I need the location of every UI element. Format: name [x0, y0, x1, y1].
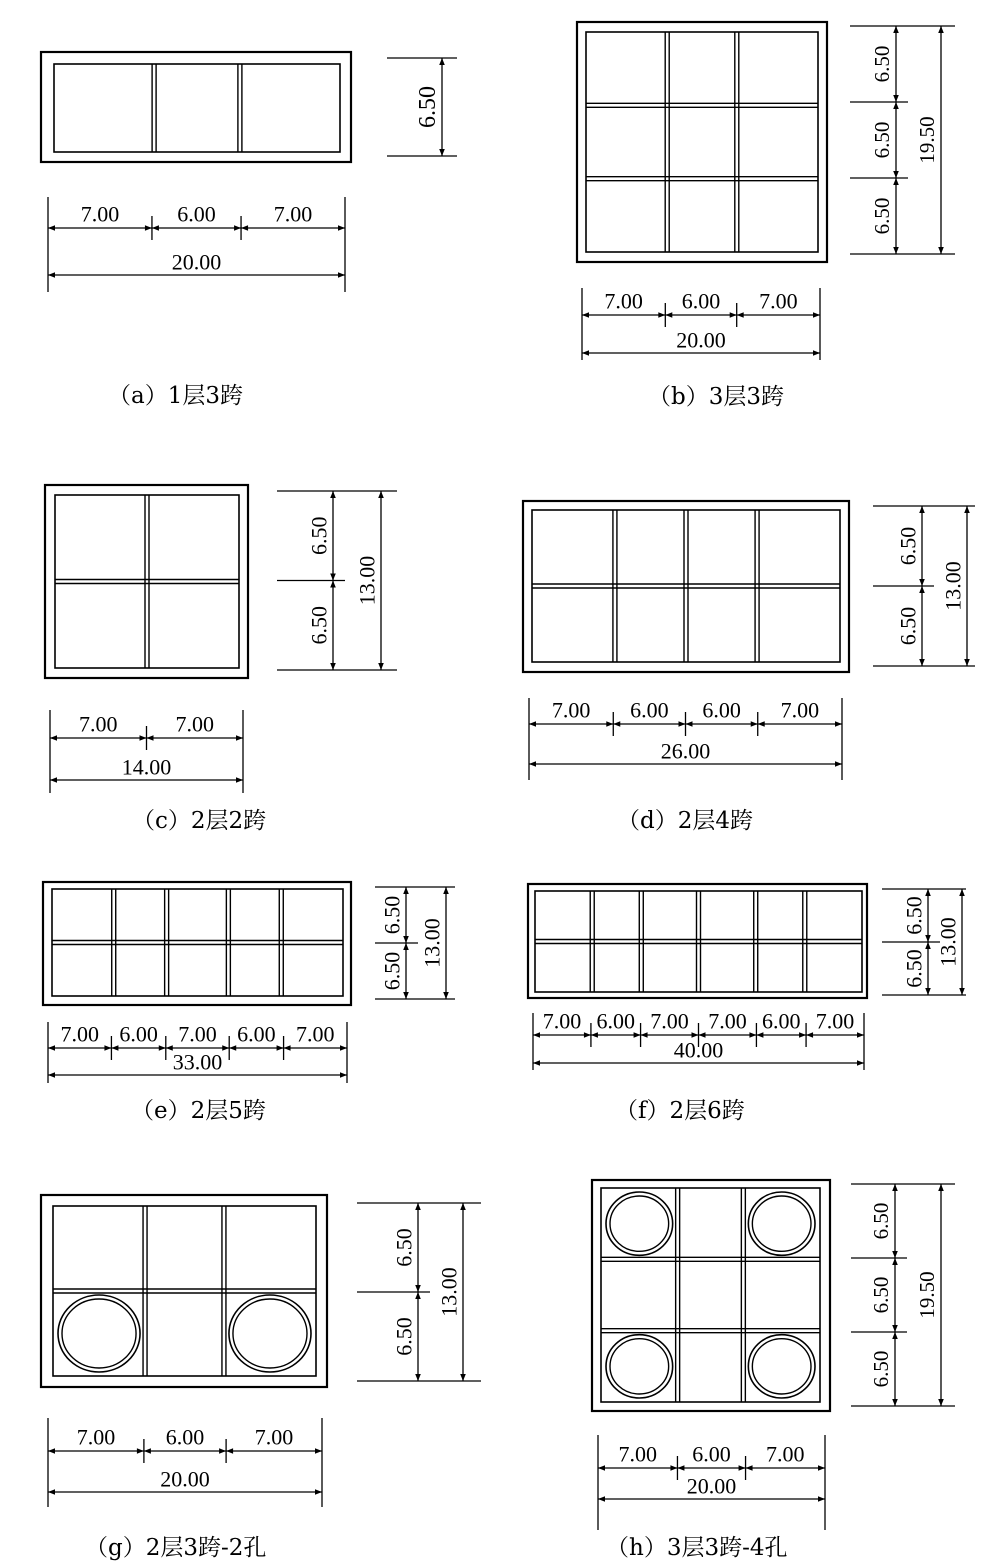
- span-dimension-label: 7.00: [759, 288, 798, 314]
- span-dimension-label: 6.00: [177, 201, 216, 227]
- layer-dimension-label: 6.50: [391, 1228, 417, 1267]
- total-width-label: 14.00: [121, 754, 172, 780]
- total-height-label: 13.00: [935, 917, 961, 967]
- total-width-label: 40.00: [673, 1037, 724, 1063]
- total-height-label: 19.50: [915, 116, 939, 164]
- layer-dimension-label: 6.50: [379, 951, 405, 991]
- outer-wall: [41, 52, 351, 162]
- span-dimension-label: 6.00: [692, 1441, 731, 1467]
- outer-wall: [41, 1195, 327, 1387]
- caption-g: （g）2层3跨-2孔: [85, 1535, 267, 1561]
- outer-wall: [592, 1180, 830, 1411]
- layer-dimension-label: 6.50: [869, 1276, 893, 1314]
- span-dimension-label: 7.00: [618, 1441, 657, 1467]
- outer-wall: [45, 485, 248, 678]
- caption-e: （e）2层5跨: [131, 1098, 266, 1124]
- span-dimension-label: 7.00: [766, 1441, 805, 1467]
- caption-b: （b）3层3跨: [648, 384, 784, 410]
- caption-c: （c）2层2跨: [132, 808, 267, 834]
- diagram-a: [41, 52, 457, 292]
- total-height-label: 13.00: [940, 561, 966, 611]
- layer-dimension-label: 6.50: [870, 45, 894, 83]
- span-dimension-label: 7.00: [604, 288, 643, 314]
- span-dimension-label: 7.00: [542, 1008, 582, 1034]
- layer-dimension-label: 6.50: [306, 516, 332, 555]
- total-height-label: 19.50: [915, 1271, 939, 1319]
- layer-dimension-label: 6.50: [901, 949, 927, 988]
- total-height-label: 13.00: [354, 555, 380, 606]
- layer-dimension-label: 6.50: [901, 896, 927, 935]
- diagram-f: [528, 884, 966, 1070]
- layer-dimension-label: 6.50: [306, 606, 332, 645]
- caption-d: （d）2层4跨: [617, 808, 753, 834]
- span-dimension-label: 6.00: [237, 1021, 276, 1047]
- span-dimension-label: 7.00: [60, 1021, 99, 1047]
- span-dimension-label: 7.00: [551, 697, 591, 723]
- layer-dimension-label: 6.50: [895, 526, 921, 566]
- span-dimension-label: 6.00: [762, 1008, 801, 1034]
- span-dimension-label: 7.00: [254, 1424, 294, 1450]
- layer-dimension-label: 6.50: [870, 197, 894, 235]
- span-dimension-label: 6.00: [119, 1021, 158, 1047]
- span-dimension-label: 7.00: [815, 1008, 855, 1034]
- diagram-c: [45, 485, 397, 793]
- total-width-label: 20.00: [160, 1466, 210, 1492]
- outer-wall: [43, 882, 351, 1005]
- total-height-label: 13.00: [436, 1267, 462, 1317]
- layer-dimension-label: 6.50: [869, 1202, 893, 1240]
- layer-dimension-label: 6.50: [415, 86, 441, 128]
- total-width-label: 20.00: [676, 327, 726, 353]
- diagram-h: [592, 1180, 955, 1530]
- diagram-b: [577, 22, 955, 360]
- layer-dimension-label: 6.50: [870, 121, 894, 159]
- span-dimension-label: 7.00: [80, 201, 120, 227]
- diagram-d: [523, 501, 975, 780]
- span-dimension-label: 7.00: [780, 697, 820, 723]
- layer-dimension-label: 6.50: [895, 606, 921, 646]
- caption-h: （h）3层3跨-4孔: [606, 1535, 788, 1561]
- span-dimension-label: 7.00: [296, 1021, 335, 1047]
- span-dimension-label: 7.00: [79, 711, 118, 737]
- span-dimension-label: 6.00: [165, 1424, 205, 1450]
- diagram-e: [43, 882, 455, 1083]
- span-dimension-label: 6.00: [681, 288, 721, 314]
- total-width-label: 26.00: [660, 738, 711, 764]
- total-width-label: 33.00: [172, 1049, 223, 1075]
- diagram-g: [41, 1195, 481, 1507]
- total-width-label: 20.00: [686, 1473, 737, 1499]
- layer-dimension-label: 6.50: [391, 1317, 417, 1356]
- span-dimension-label: 6.00: [596, 1008, 635, 1034]
- span-dimension-label: 7.00: [650, 1008, 689, 1034]
- outer-wall: [528, 884, 867, 998]
- span-dimension-label: 7.00: [175, 711, 214, 737]
- span-dimension-label: 7.00: [708, 1008, 747, 1034]
- total-height-label: 13.00: [419, 918, 445, 968]
- layer-dimension-label: 6.50: [379, 895, 405, 935]
- span-dimension-label: 7.00: [76, 1424, 116, 1450]
- caption-a: （a）1层3跨: [108, 383, 243, 409]
- span-dimension-label: 7.00: [178, 1021, 217, 1047]
- layer-dimension-label: 6.50: [869, 1350, 893, 1388]
- span-dimension-label: 6.00: [630, 697, 669, 723]
- span-dimension-label: 7.00: [273, 201, 313, 227]
- outer-wall: [523, 501, 849, 672]
- total-width-label: 20.00: [171, 249, 222, 275]
- span-dimension-label: 6.00: [702, 697, 741, 723]
- outer-wall: [577, 22, 827, 262]
- caption-f: （f）2层6跨: [615, 1098, 745, 1124]
